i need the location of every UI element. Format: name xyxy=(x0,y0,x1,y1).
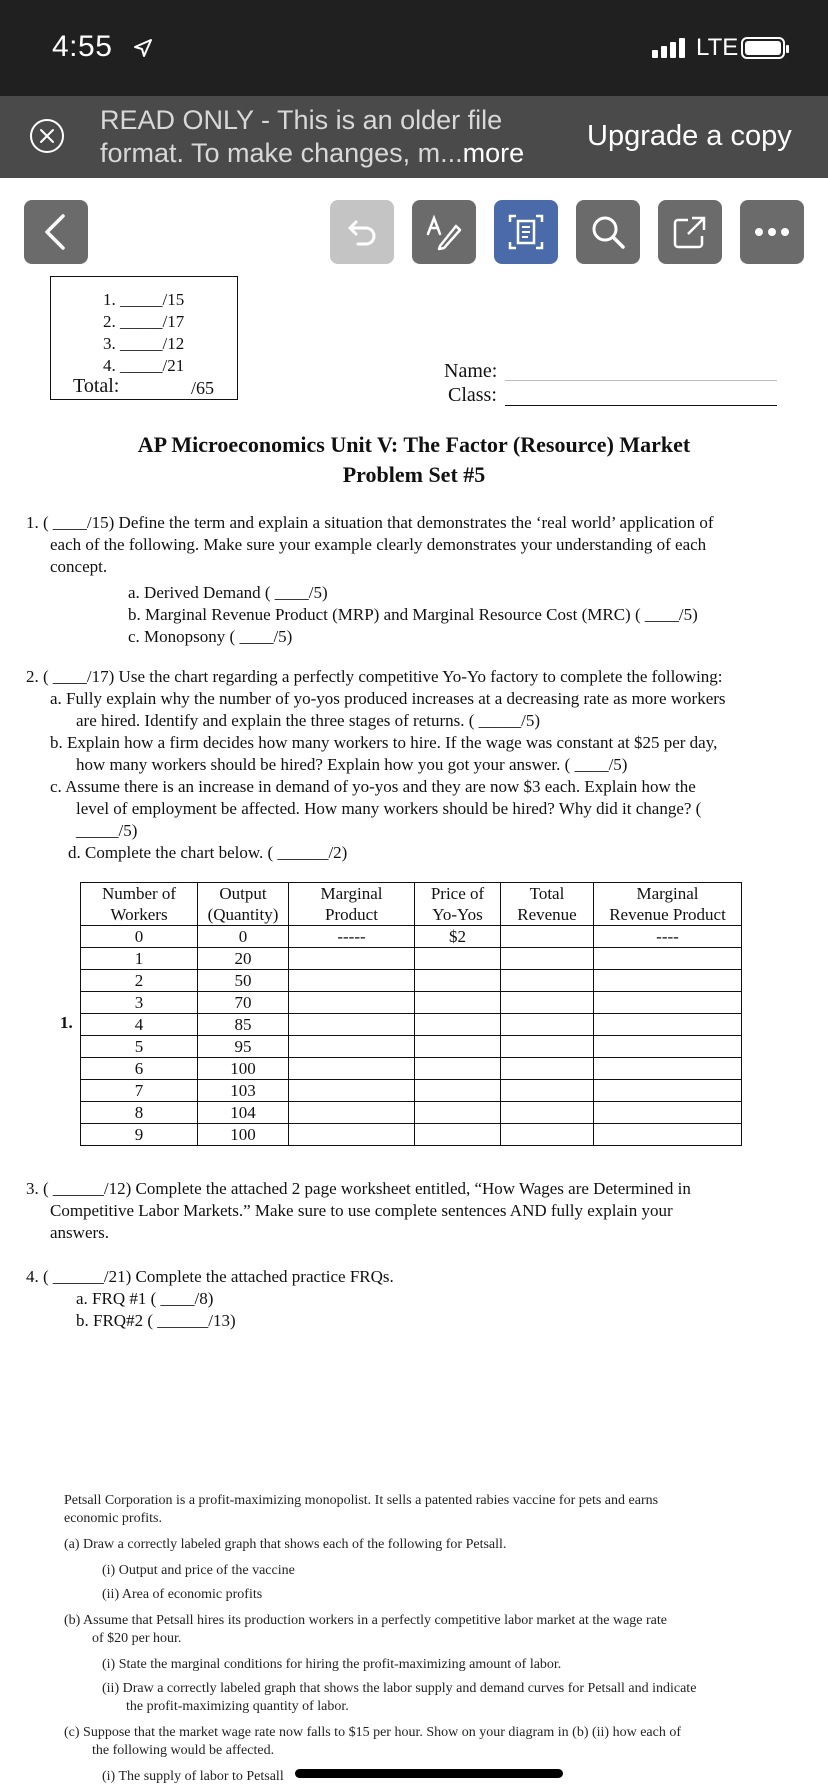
frq-part-c: (c) Suppose that the market wage rate now falls to $15 per hour. Show on your diagram in (b) (ii) how each of xyxy=(64,1725,681,1740)
page-subtitle: Problem Set #5 xyxy=(342,462,486,487)
table-cell xyxy=(289,948,415,970)
q1-part-a: a. Derived Demand ( ____/5) xyxy=(128,583,328,602)
table-cell xyxy=(594,1102,742,1124)
table-cell: 6 xyxy=(81,1058,198,1080)
table-cell xyxy=(289,1058,415,1080)
table-header: Marginal Product xyxy=(289,883,415,926)
battery-icon xyxy=(741,37,785,59)
table-cell: 100 xyxy=(198,1058,289,1080)
q1-part-b: b. Marginal Revenue Product (MRP) and Marginal Resource Cost (MRC) ( ____/5) xyxy=(128,605,698,624)
score-total-value: /65 xyxy=(191,378,215,398)
table-cell xyxy=(594,1014,742,1036)
q2-part-b: how many workers should be hired? Explain how you got your answer. ( ____/5) xyxy=(76,755,628,774)
table-cell: 3 xyxy=(81,992,198,1014)
table-side-label: 1. xyxy=(60,1013,73,1032)
table-header-row xyxy=(81,883,742,926)
q4-text: 4. ( ______/21) Complete the attached practice FRQs. xyxy=(26,1267,394,1286)
q1-text: each of the following. Make sure your example clearly demonstrates your understanding of each xyxy=(50,535,707,554)
table-header: Number of Workers xyxy=(81,883,198,926)
table-header: Output (Quantity) xyxy=(198,883,289,926)
table-cell xyxy=(289,1014,415,1036)
score-row: 4. _____/21 xyxy=(103,356,185,375)
frq-part-a-ii: (ii) Area of economic profits xyxy=(102,1587,263,1602)
q3-text: 3. ( ______/12) Complete the attached 2 page worksheet entitled, “How Wages are Determined in xyxy=(26,1179,691,1198)
table-row xyxy=(81,948,742,970)
score-box xyxy=(50,276,238,400)
table-cell xyxy=(289,970,415,992)
table-cell: 103 xyxy=(198,1080,289,1102)
upgrade-copy-button[interactable]: Upgrade a copy xyxy=(587,120,792,152)
frq-intro: economic profits. xyxy=(64,1511,162,1526)
table-cell: 0 xyxy=(198,926,289,948)
name-field[interactable] xyxy=(505,380,777,381)
table-cell xyxy=(415,1058,501,1080)
back-icon xyxy=(41,212,71,252)
table-cell xyxy=(594,970,742,992)
q1-text: 1. ( ____/15) Define the term and explain a situation that demonstrates the ‘real world’ application of xyxy=(26,513,714,532)
table-cell xyxy=(415,992,501,1014)
back-button[interactable] xyxy=(24,200,88,264)
share-icon xyxy=(670,212,710,252)
table-cell: 5 xyxy=(81,1036,198,1058)
read-only-banner xyxy=(0,96,828,178)
q4-part-a: a. FRQ #1 ( ____/8) xyxy=(76,1289,214,1308)
frq-part-a-i: (i) Output and price of the vaccine xyxy=(102,1563,295,1578)
more-icon xyxy=(754,227,790,237)
table-cell xyxy=(501,1080,594,1102)
table-cell xyxy=(501,948,594,970)
page-title: AP Microeconomics Unit V: The Factor (Resource) Market xyxy=(137,432,691,457)
table-cell: 95 xyxy=(198,1036,289,1058)
table-cell: 2 xyxy=(81,970,198,992)
table-cell: 4 xyxy=(81,1014,198,1036)
table-row xyxy=(81,1058,742,1080)
frq-part-b-ii: the profit-maximizing quantity of labor. xyxy=(126,1699,349,1714)
q2-part-b: b. Explain how a firm decides how many workers to hire. If the wage was constant at $25 per day, xyxy=(50,733,718,752)
frq-part-a: (a) Draw a correctly labeled graph that shows each of the following for Petsall. xyxy=(64,1537,507,1552)
table-cell: 100 xyxy=(198,1124,289,1146)
class-label: Class: xyxy=(448,384,497,406)
score-row: 2. _____/17 xyxy=(103,312,185,331)
close-banner-button[interactable] xyxy=(30,119,64,153)
table-cell xyxy=(594,1036,742,1058)
table-cell xyxy=(289,1124,415,1146)
table-cell: 104 xyxy=(198,1102,289,1124)
table-row xyxy=(81,1080,742,1102)
q2-part-a: are hired. Identify and explain the three stages of returns. ( _____/5) xyxy=(76,711,541,730)
table-cell: 50 xyxy=(198,970,289,992)
table-cell xyxy=(594,1080,742,1102)
q1-part-c: c. Monopsony ( ____/5) xyxy=(128,627,293,646)
table-cell xyxy=(501,926,594,948)
table-row xyxy=(81,1124,742,1146)
table-cell xyxy=(289,1102,415,1124)
table-cell xyxy=(594,948,742,970)
table-cell xyxy=(289,992,415,1014)
table-cell xyxy=(289,1036,415,1058)
table-row xyxy=(81,992,742,1014)
table-cell xyxy=(415,1036,501,1058)
class-field[interactable] xyxy=(505,405,777,406)
markup-button[interactable] xyxy=(412,200,476,264)
table-cell xyxy=(415,970,501,992)
table-cell: 85 xyxy=(198,1014,289,1036)
frq-part-c-i: (i) The supply of labor to Petsall xyxy=(102,1769,284,1784)
table-cell xyxy=(415,1080,501,1102)
table-cell: ----- xyxy=(289,926,415,948)
q3-text: Competitive Labor Markets.” Make sure to use complete sentences AND fully explain your xyxy=(50,1201,673,1220)
table-cell xyxy=(594,992,742,1014)
table-cell xyxy=(501,1058,594,1080)
toolbar xyxy=(0,178,828,270)
frq-part-b: (b) Assume that Petsall hires its production workers in a perfectly competitive labor market at the wage rate xyxy=(64,1613,667,1628)
table-cell xyxy=(501,1102,594,1124)
table-cell xyxy=(594,1124,742,1146)
table-cell xyxy=(501,1036,594,1058)
table-cell: 1 xyxy=(81,948,198,970)
q2-text: 2. ( ____/17) Use the chart regarding a perfectly competitive Yo-Yo factory to complete the following: xyxy=(26,667,723,686)
table-cell xyxy=(415,1124,501,1146)
frq-part-b: of $20 per hour. xyxy=(92,1631,182,1646)
table-cell: 9 xyxy=(81,1124,198,1146)
frq-part-b-ii: (ii) Draw a correctly labeled graph that shows the labor supply and demand curves for Petsall and indicate xyxy=(102,1681,697,1696)
more-link[interactable]: more xyxy=(462,138,525,168)
score-row: 1. _____/15 xyxy=(103,290,185,309)
table-cell: $2 xyxy=(415,926,501,948)
table-cell: 0 xyxy=(81,926,198,948)
frq-part-c: the following would be affected. xyxy=(92,1743,275,1758)
more-options-button[interactable] xyxy=(740,200,804,264)
table-row xyxy=(81,970,742,992)
banner-message: READ ONLY - This is an older file format. To make changes, m...more xyxy=(100,105,525,168)
q3-text: answers. xyxy=(50,1223,110,1242)
undo-icon xyxy=(344,214,380,250)
location-arrow-icon xyxy=(133,38,153,58)
table-row xyxy=(81,1014,742,1036)
name-label: Name: xyxy=(444,360,498,382)
status-bar xyxy=(0,0,828,96)
frq-part-b-i: (i) State the marginal conditions for hiring the profit-maximizing amount of labor. xyxy=(102,1657,562,1672)
table-header: Marginal Revenue Product xyxy=(594,883,742,926)
q4-part-b: b. FRQ#2 ( ______/13) xyxy=(76,1311,236,1330)
q2-part-c: _____/5) xyxy=(76,821,138,840)
table-header: Price of Yo-Yos xyxy=(415,883,501,926)
reader-icon xyxy=(506,212,546,252)
score-row: 3. _____/12 xyxy=(103,334,185,353)
reader-mode-button[interactable] xyxy=(494,200,558,264)
table-cell xyxy=(415,1014,501,1036)
table-header: Total Revenue xyxy=(501,883,594,926)
table-cell xyxy=(415,948,501,970)
table-cell xyxy=(415,1102,501,1124)
table-cell: 8 xyxy=(81,1102,198,1124)
search-icon xyxy=(589,213,627,251)
frq-intro: Petsall Corporation is a profit-maximizing monopolist. It sells a patented rabies vaccine for pets and earns xyxy=(64,1493,659,1508)
table-cell: 7 xyxy=(81,1080,198,1102)
share-button[interactable] xyxy=(658,200,722,264)
table-cell: 70 xyxy=(198,992,289,1014)
home-indicator[interactable] xyxy=(295,1769,563,1778)
q1-text: concept. xyxy=(50,557,108,576)
network-type: LTE xyxy=(696,34,739,61)
table-cell xyxy=(501,1124,594,1146)
q2-part-d: d. Complete the chart below. ( ______/2) xyxy=(68,843,348,862)
yoyo-table xyxy=(80,882,742,1146)
table-cell xyxy=(501,992,594,1014)
signal-icon xyxy=(652,38,685,58)
q2-part-a: a. Fully explain why the number of yo-yos produced increases at a decreasing rate as more workers xyxy=(50,689,726,708)
table-cell xyxy=(594,1058,742,1080)
table-cell xyxy=(501,970,594,992)
search-button[interactable] xyxy=(576,200,640,264)
table-row xyxy=(81,1102,742,1124)
clock: 4:55 xyxy=(52,30,113,63)
table-cell xyxy=(289,1080,415,1102)
score-total-label: Total: xyxy=(73,375,120,397)
markup-icon xyxy=(424,212,464,252)
close-icon xyxy=(39,128,55,144)
q2-part-c: level of employment be affected. How many workers should be hired? Why did it change? ( xyxy=(76,799,702,818)
table-cell xyxy=(501,1014,594,1036)
table-row xyxy=(81,1036,742,1058)
table-row xyxy=(81,926,742,948)
table-cell: ---- xyxy=(594,926,742,948)
table-cell: 20 xyxy=(198,948,289,970)
q2-part-c: c. Assume there is an increase in demand of yo-yos and they are now $3 each. Explain how the xyxy=(50,777,696,796)
undo-button[interactable] xyxy=(330,200,394,264)
